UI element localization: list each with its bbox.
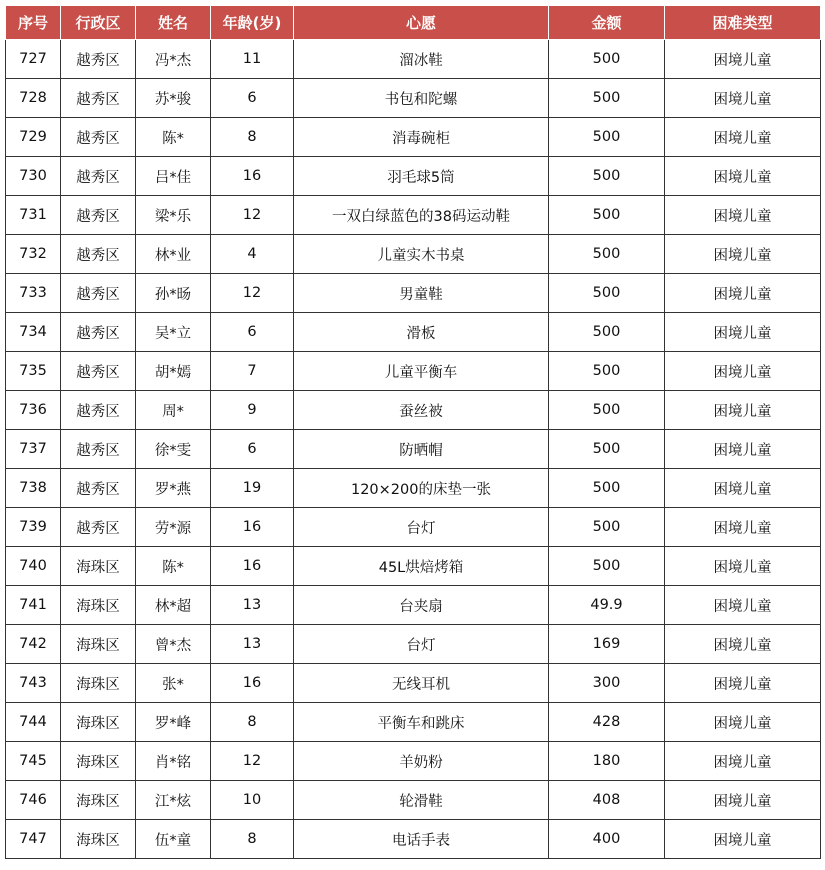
name-cell: 冯*杰 <box>136 40 211 79</box>
table-row <box>6 313 821 352</box>
wish-cell: 男童鞋 <box>294 274 549 313</box>
wish-cell: 防晒帽 <box>294 430 549 469</box>
age-cell: 8 <box>211 703 294 742</box>
header-cell-type: 困难类型 <box>665 6 821 40</box>
type-cell: 困境儿童 <box>665 664 821 703</box>
amount-cell: 180 <box>549 742 665 781</box>
district-cell: 越秀区 <box>61 352 136 391</box>
table-row <box>6 235 821 274</box>
amount-cell: 500 <box>549 430 665 469</box>
index-cell: 740 <box>6 547 61 586</box>
wish-cell: 蚕丝被 <box>294 391 549 430</box>
type-cell: 困境儿童 <box>665 118 821 157</box>
table-row <box>6 820 821 859</box>
district-cell: 海珠区 <box>61 586 136 625</box>
district-cell: 越秀区 <box>61 430 136 469</box>
index-cell: 741 <box>6 586 61 625</box>
type-cell: 困境儿童 <box>665 625 821 664</box>
age-cell: 9 <box>211 391 294 430</box>
index-cell: 746 <box>6 781 61 820</box>
wish-cell: 电话手表 <box>294 820 549 859</box>
amount-cell: 400 <box>549 820 665 859</box>
table-row <box>6 352 821 391</box>
name-cell: 林*业 <box>136 235 211 274</box>
index-cell: 743 <box>6 664 61 703</box>
table-header <box>6 6 821 40</box>
name-cell: 陈* <box>136 547 211 586</box>
type-cell: 困境儿童 <box>665 40 821 79</box>
name-cell: 陈* <box>136 118 211 157</box>
wish-cell: 台夹扇 <box>294 586 549 625</box>
index-cell: 728 <box>6 79 61 118</box>
type-cell: 困境儿童 <box>665 469 821 508</box>
table-row <box>6 79 821 118</box>
wish-cell: 无线耳机 <box>294 664 549 703</box>
name-cell: 伍*童 <box>136 820 211 859</box>
wish-cell: 儿童平衡车 <box>294 352 549 391</box>
table-row <box>6 391 821 430</box>
type-cell: 困境儿童 <box>665 157 821 196</box>
amount-cell: 500 <box>549 508 665 547</box>
wish-cell: 轮滑鞋 <box>294 781 549 820</box>
district-cell: 越秀区 <box>61 469 136 508</box>
district-cell: 越秀区 <box>61 274 136 313</box>
index-cell: 739 <box>6 508 61 547</box>
wishes-table <box>5 5 821 859</box>
table-row <box>6 118 821 157</box>
name-cell: 徐*雯 <box>136 430 211 469</box>
name-cell: 劳*源 <box>136 508 211 547</box>
wish-cell: 台灯 <box>294 625 549 664</box>
table-row <box>6 274 821 313</box>
district-cell: 越秀区 <box>61 157 136 196</box>
index-cell: 742 <box>6 625 61 664</box>
district-cell: 海珠区 <box>61 820 136 859</box>
amount-cell: 500 <box>549 469 665 508</box>
amount-cell: 500 <box>549 547 665 586</box>
name-cell: 江*炫 <box>136 781 211 820</box>
amount-cell: 500 <box>549 196 665 235</box>
table-row <box>6 586 821 625</box>
header-cell-amount: 金额 <box>549 6 665 40</box>
district-cell: 海珠区 <box>61 703 136 742</box>
wish-cell: 溜冰鞋 <box>294 40 549 79</box>
index-cell: 744 <box>6 703 61 742</box>
name-cell: 吕*佳 <box>136 157 211 196</box>
index-cell: 745 <box>6 742 61 781</box>
amount-cell: 428 <box>549 703 665 742</box>
amount-cell: 169 <box>549 625 665 664</box>
type-cell: 困境儿童 <box>665 547 821 586</box>
header-row <box>6 6 821 40</box>
age-cell: 16 <box>211 157 294 196</box>
age-cell: 12 <box>211 196 294 235</box>
type-cell: 困境儿童 <box>665 391 821 430</box>
age-cell: 12 <box>211 274 294 313</box>
district-cell: 海珠区 <box>61 664 136 703</box>
wish-cell: 台灯 <box>294 508 549 547</box>
index-cell: 734 <box>6 313 61 352</box>
district-cell: 海珠区 <box>61 625 136 664</box>
type-cell: 困境儿童 <box>665 352 821 391</box>
age-cell: 12 <box>211 742 294 781</box>
name-cell: 罗*峰 <box>136 703 211 742</box>
age-cell: 8 <box>211 820 294 859</box>
age-cell: 8 <box>211 118 294 157</box>
age-cell: 16 <box>211 547 294 586</box>
district-cell: 越秀区 <box>61 235 136 274</box>
index-cell: 733 <box>6 274 61 313</box>
name-cell: 吴*立 <box>136 313 211 352</box>
name-cell: 林*超 <box>136 586 211 625</box>
type-cell: 困境儿童 <box>665 235 821 274</box>
age-cell: 11 <box>211 40 294 79</box>
amount-cell: 49.9 <box>549 586 665 625</box>
type-cell: 困境儿童 <box>665 781 821 820</box>
amount-cell: 408 <box>549 781 665 820</box>
age-cell: 6 <box>211 79 294 118</box>
header-cell-wish: 心愿 <box>294 6 549 40</box>
index-cell: 737 <box>6 430 61 469</box>
amount-cell: 500 <box>549 118 665 157</box>
name-cell: 梁*乐 <box>136 196 211 235</box>
type-cell: 困境儿童 <box>665 508 821 547</box>
amount-cell: 500 <box>549 157 665 196</box>
wish-cell: 45L烘焙烤箱 <box>294 547 549 586</box>
age-cell: 4 <box>211 235 294 274</box>
wish-cell: 羽毛球5筒 <box>294 157 549 196</box>
table-row <box>6 781 821 820</box>
name-cell: 罗*燕 <box>136 469 211 508</box>
table-row <box>6 196 821 235</box>
type-cell: 困境儿童 <box>665 586 821 625</box>
district-cell: 越秀区 <box>61 391 136 430</box>
wish-cell: 羊奶粉 <box>294 742 549 781</box>
wish-cell: 一双白绿蓝色的38码运动鞋 <box>294 196 549 235</box>
amount-cell: 500 <box>549 391 665 430</box>
wish-cell: 滑板 <box>294 313 549 352</box>
age-cell: 10 <box>211 781 294 820</box>
table-row <box>6 430 821 469</box>
wish-cell: 儿童实木书桌 <box>294 235 549 274</box>
table-row <box>6 625 821 664</box>
age-cell: 13 <box>211 625 294 664</box>
index-cell: 747 <box>6 820 61 859</box>
table-row <box>6 508 821 547</box>
table-body <box>6 40 821 859</box>
type-cell: 困境儿童 <box>665 703 821 742</box>
district-cell: 越秀区 <box>61 196 136 235</box>
amount-cell: 500 <box>549 352 665 391</box>
name-cell: 张* <box>136 664 211 703</box>
type-cell: 困境儿童 <box>665 274 821 313</box>
name-cell: 曾*杰 <box>136 625 211 664</box>
index-cell: 735 <box>6 352 61 391</box>
name-cell: 肖*铭 <box>136 742 211 781</box>
amount-cell: 500 <box>549 313 665 352</box>
amount-cell: 500 <box>549 235 665 274</box>
header-cell-district: 行政区 <box>61 6 136 40</box>
amount-cell: 500 <box>549 79 665 118</box>
header-cell-index: 序号 <box>6 6 61 40</box>
name-cell: 苏*骏 <box>136 79 211 118</box>
age-cell: 16 <box>211 508 294 547</box>
age-cell: 6 <box>211 430 294 469</box>
type-cell: 困境儿童 <box>665 430 821 469</box>
type-cell: 困境儿童 <box>665 196 821 235</box>
table-row <box>6 703 821 742</box>
table-row <box>6 547 821 586</box>
amount-cell: 500 <box>549 274 665 313</box>
type-cell: 困境儿童 <box>665 742 821 781</box>
index-cell: 731 <box>6 196 61 235</box>
wish-cell: 消毒碗柜 <box>294 118 549 157</box>
index-cell: 738 <box>6 469 61 508</box>
name-cell: 周* <box>136 391 211 430</box>
index-cell: 730 <box>6 157 61 196</box>
index-cell: 736 <box>6 391 61 430</box>
table-row <box>6 742 821 781</box>
district-cell: 海珠区 <box>61 742 136 781</box>
amount-cell: 300 <box>549 664 665 703</box>
amount-cell: 500 <box>549 40 665 79</box>
wish-cell: 120×200的床垫一张 <box>294 469 549 508</box>
header-cell-age: 年龄(岁) <box>211 6 294 40</box>
name-cell: 胡*嫣 <box>136 352 211 391</box>
district-cell: 越秀区 <box>61 508 136 547</box>
age-cell: 6 <box>211 313 294 352</box>
header-cell-name: 姓名 <box>136 6 211 40</box>
district-cell: 越秀区 <box>61 313 136 352</box>
type-cell: 困境儿童 <box>665 313 821 352</box>
age-cell: 16 <box>211 664 294 703</box>
table-row <box>6 40 821 79</box>
type-cell: 困境儿童 <box>665 79 821 118</box>
district-cell: 越秀区 <box>61 40 136 79</box>
age-cell: 13 <box>211 586 294 625</box>
index-cell: 729 <box>6 118 61 157</box>
name-cell: 孙*旸 <box>136 274 211 313</box>
index-cell: 727 <box>6 40 61 79</box>
index-cell: 732 <box>6 235 61 274</box>
district-cell: 海珠区 <box>61 547 136 586</box>
type-cell: 困境儿童 <box>665 820 821 859</box>
age-cell: 7 <box>211 352 294 391</box>
district-cell: 海珠区 <box>61 781 136 820</box>
wish-cell: 书包和陀螺 <box>294 79 549 118</box>
table-row <box>6 469 821 508</box>
wish-cell: 平衡车和跳床 <box>294 703 549 742</box>
table-row <box>6 157 821 196</box>
district-cell: 越秀区 <box>61 118 136 157</box>
age-cell: 19 <box>211 469 294 508</box>
district-cell: 越秀区 <box>61 79 136 118</box>
table-row <box>6 664 821 703</box>
